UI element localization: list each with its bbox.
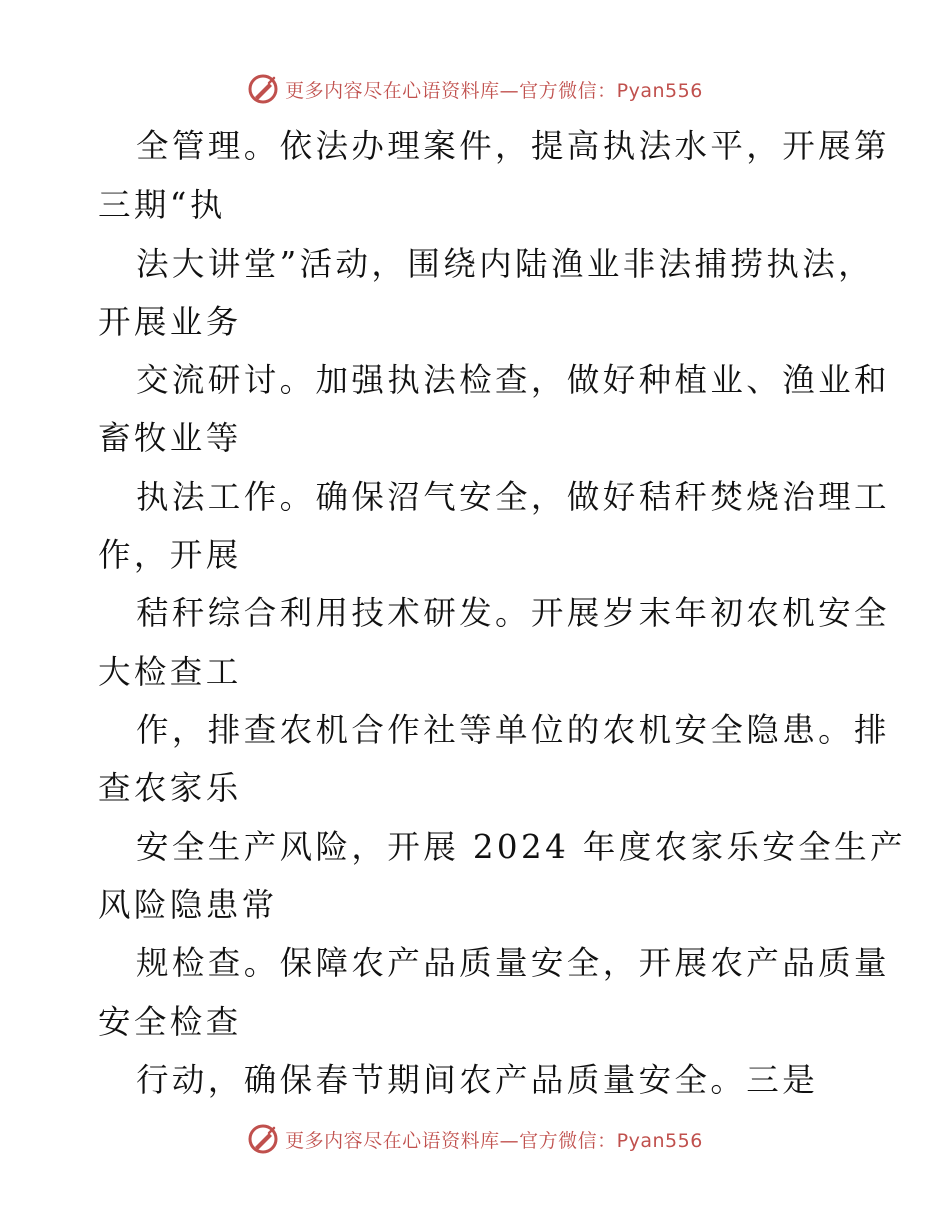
paragraph-wrap-line: 安全检查 bbox=[98, 1003, 242, 1041]
paragraph-wrap-line: 风险隐患常 bbox=[98, 886, 278, 924]
header-watermark bbox=[0, 73, 950, 105]
paragraph-line: 法大讲堂”活动，围绕内陆渔业非法捕捞执法， bbox=[136, 245, 875, 283]
paragraph-line: 作，排查农机合作社等单位的农机安全隐患。排 bbox=[136, 711, 890, 749]
paragraph-wrap-line: 开展业务 bbox=[98, 303, 242, 341]
paragraph-line: 行动，确保春节期间农产品质量安全。三是 bbox=[136, 1061, 819, 1099]
paragraph-wrap-line: 查农家乐 bbox=[98, 769, 242, 807]
paragraph-wrap-line: 大检查工 bbox=[98, 653, 242, 691]
paragraph-wrap-line: 三期“执 bbox=[98, 186, 226, 224]
footer-watermark bbox=[0, 1123, 950, 1155]
paragraph-line: 执法工作。确保沼气安全，做好秸秆焚烧治理工 bbox=[136, 478, 890, 516]
paragraph-line: 全管理。依法办理案件，提高执法水平，开展第 bbox=[136, 127, 890, 165]
watermark-text: 更多内容尽在心语资料库—官方微信：Pyan556 bbox=[285, 1129, 703, 1152]
paragraph-wrap-line: 畜牧业等 bbox=[98, 419, 242, 457]
paragraph-line: 秸秆综合利用技术研发。开展岁末年初农机安全 bbox=[136, 594, 890, 632]
watermark-text: 更多内容尽在心语资料库—官方微信：Pyan556 bbox=[285, 79, 703, 102]
paragraph-wrap-line: 作，开展 bbox=[98, 536, 242, 574]
paragraph-line: 规检查。保障农产品质量安全，开展农产品质量 bbox=[136, 944, 890, 982]
pen-logo-icon bbox=[247, 73, 279, 105]
paragraph-line: 安全生产风险，开展 2024 年度农家乐安全生产 bbox=[136, 828, 906, 866]
paragraph-line: 交流研讨。加强执法检查，做好种植业、渔业和 bbox=[136, 361, 890, 399]
pen-logo-icon bbox=[247, 1123, 279, 1155]
